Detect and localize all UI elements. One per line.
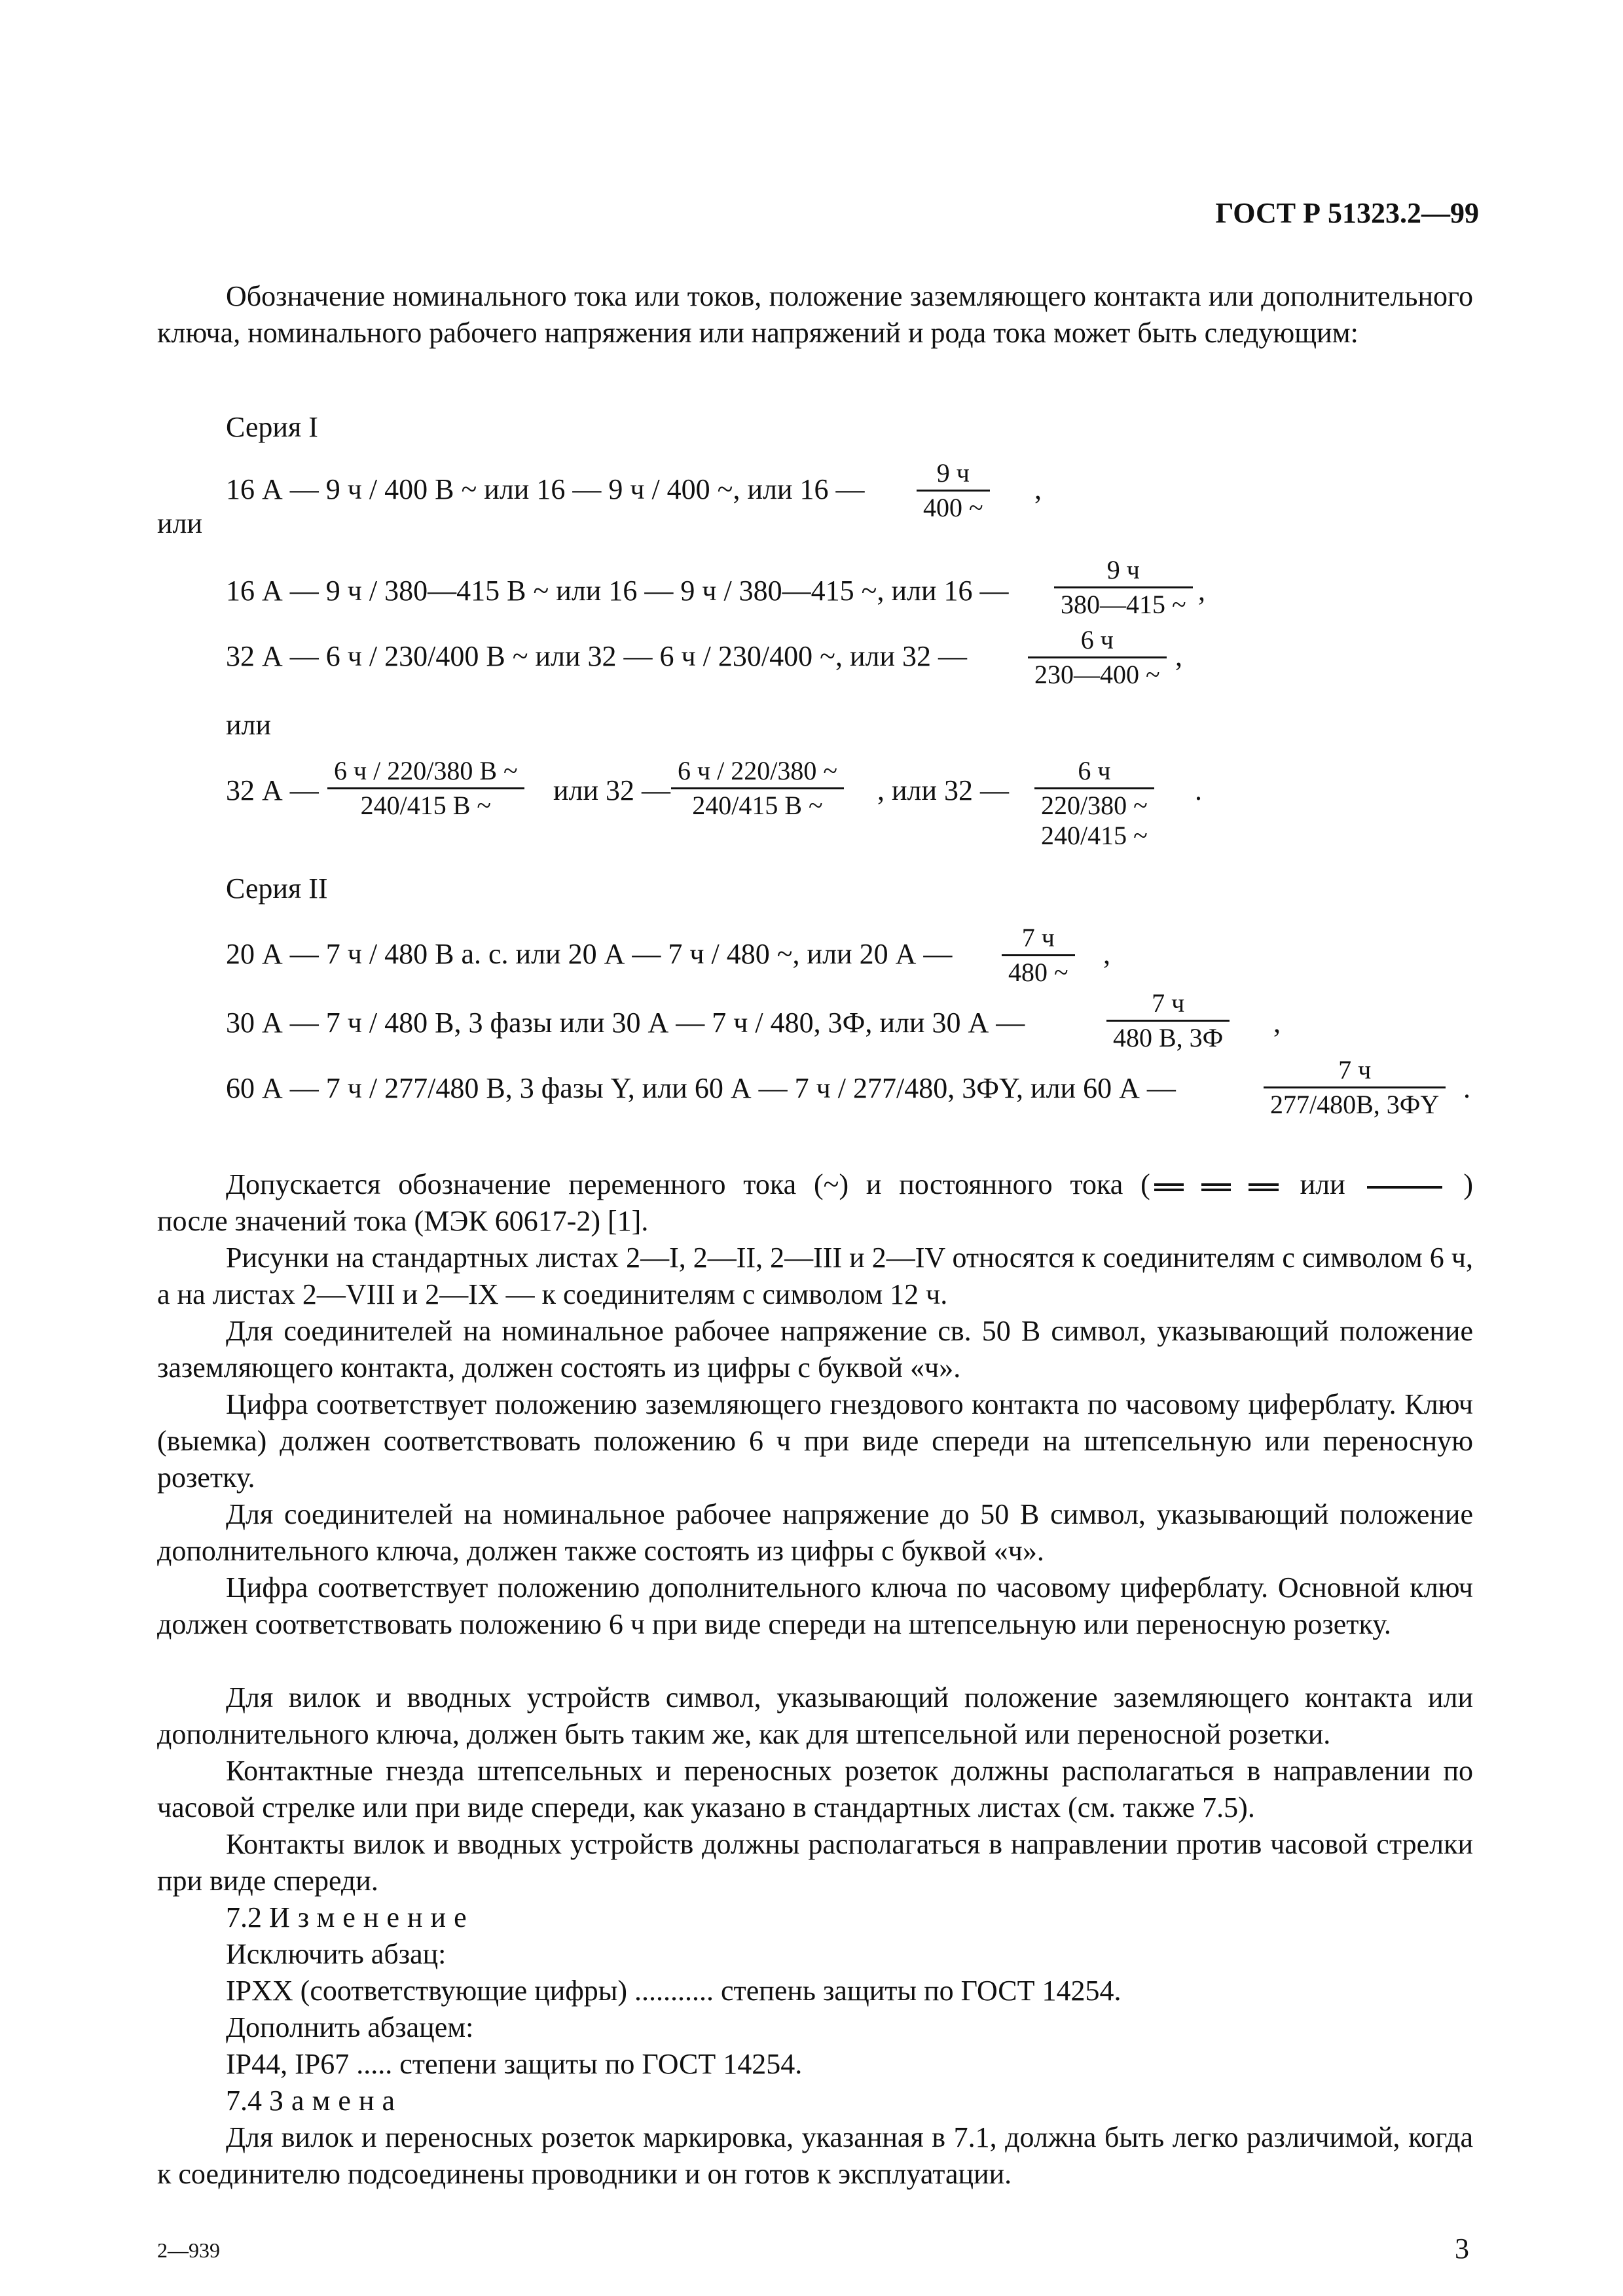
section-number: 7.4 [226, 2085, 262, 2117]
paragraph: Контактные гнезда штепсельных и переносных розеток должны располагаться в направлении по часовой стрелке или при виде спереди, как указано в стандартных листах (см. также 7.5). [157, 1755, 1473, 1823]
formula-fraction [1034, 756, 1154, 851]
formula-row [226, 471, 865, 508]
fraction-denominator: 240/415 В ~ [692, 791, 823, 820]
formula-text: 30 А — 7 ч / 480 В, 3 фазы или 30 А — 7 ч / 480, 3Ф, или 30 А — [226, 1007, 1025, 1039]
fraction-denominator: 380—415 ~ [1061, 590, 1186, 619]
formula-tail: , [1175, 640, 1182, 672]
series-1-title: Серия I [226, 411, 318, 443]
fraction-numerator: 7 ч [1002, 923, 1075, 956]
paragraph-current-types [157, 1166, 1473, 1203]
fraction-numerator: 6 ч / 220/380 В ~ [327, 756, 524, 789]
formula-row [226, 573, 1009, 609]
paragraph: Для вилок и переносных розеток маркировка, указанная в 7.1, должна быть легко различимой, когда к соединителю подсоединены проводники и он готов к эксплуатации. [157, 2121, 1473, 2190]
formula-text: 16 А — 9 ч / 400 В ~ или 16 — 9 ч / 400 ~, или 16 — [226, 473, 865, 505]
instruction-line: Исключить абзац: [226, 1938, 447, 1970]
formula-text: 32 А — 6 ч / 230/400 В ~ или 32 — 6 ч / 230/400 ~, или 32 — [226, 640, 967, 672]
fraction-denominator: 220/380 ~ [1041, 791, 1148, 820]
paragraph-text: после значений тока (МЭК 60617-2) [1]. [157, 1205, 649, 1237]
fraction-denominator: 400 ~ [923, 493, 983, 522]
fraction-numerator: 9 ч [1054, 555, 1193, 588]
formula-tail: , [1034, 473, 1042, 505]
paragraph: Для соединителей на номинальное рабочее напряжение св. 50 В символ, указывающий положение заземляющего контакта, должен состоять из цифры с буквой «ч». [157, 1315, 1473, 1384]
formula-fraction [327, 756, 524, 821]
formula-row [226, 936, 952, 973]
formula-tail: , [1103, 938, 1110, 970]
section-heading-7-4 [226, 2083, 403, 2119]
formula-fraction [1106, 988, 1230, 1053]
formula-fraction [1002, 923, 1075, 988]
intro-paragraph: Обозначение номинального тока или токов, положение заземляющего контакта или дополнительного ключа, номинального рабочего напряжения или напряжений и рода тока может быть следующим: [157, 280, 1473, 349]
paragraph-text: или [1300, 1168, 1345, 1200]
or-label: или [157, 507, 203, 539]
fraction-denominator: 480 ~ [1008, 958, 1068, 987]
formula-row [226, 1070, 1176, 1107]
fraction-numerator: 9 ч [917, 458, 990, 492]
fraction-numerator: 7 ч [1106, 988, 1230, 1022]
formula-text: 20 А — 7 ч / 480 В а. с. или 20 А — 7 ч / 480 ~, или 20 А — [226, 938, 953, 970]
page-number: 3 [1455, 2233, 1469, 2265]
or-label: или [226, 709, 272, 741]
paragraph: Цифра соответствует положению заземляющего гнездового контакта по часовому циферблату. Ключ (выемка) должен соответствовать положению 6 ч при виде спереди на штепсельную или переносную розетку. [157, 1388, 1473, 1494]
formula-row [226, 638, 967, 675]
fraction-numerator: 6 ч [1028, 625, 1167, 658]
formula-row [226, 1005, 1025, 1041]
fraction-denominator: 230—400 ~ [1034, 660, 1160, 689]
section-title: Замена [269, 2085, 403, 2117]
dc-symbol-solid-icon [1367, 1186, 1442, 1189]
section-number: 7.2 [226, 1901, 262, 1933]
fraction-denominator: 480 В, 3Ф [1113, 1023, 1224, 1052]
paragraph-text: ) [1463, 1168, 1474, 1200]
formula-fraction [917, 458, 990, 523]
fraction-denominator: 277/480В, 3ФY [1270, 1090, 1440, 1119]
formula-prefix: 32 А — [226, 774, 319, 806]
formula-fraction [1028, 625, 1167, 690]
formula-fraction [1264, 1055, 1446, 1120]
paragraph: Рисунки на стандартных листах 2—I, 2—II, 2—III и 2—IV относятся к соединителям с символом 6 ч, а на листах 2—VIII и 2—IX — к соединителям с символом 12 ч. [157, 1242, 1473, 1310]
formula-prefix: или 32 — [553, 774, 671, 806]
instruction-line: IPXX (соответствующие цифры) ........... степень защиты по ГОСТ 14254. [226, 1975, 1122, 2007]
footer-code: 2—939 [157, 2238, 220, 2262]
paragraph: Для соединителей на номинальное рабочее напряжение до 50 В символ, указывающий положение дополнительного ключа, должен также состоять из цифры с буквой «ч». [157, 1498, 1473, 1567]
series-2-title: Серия II [226, 872, 328, 905]
fraction-denominator: 240/415 В ~ [360, 791, 492, 820]
paragraph-text: Допускается обозначение переменного тока (~) и постоянного тока ( [226, 1168, 1150, 1200]
formula-prefix: , или 32 — [877, 774, 1010, 806]
formula-fraction [671, 756, 844, 821]
instruction-line: IP44, IP67 ..... степени защиты по ГОСТ 14254. [226, 2048, 803, 2080]
fraction-numerator: 6 ч [1034, 756, 1154, 789]
fraction-numerator: 6 ч / 220/380 ~ [671, 756, 844, 789]
section-title: Изменение [269, 1901, 475, 1933]
paragraph: Цифра соответствует положению дополнительного ключа по часовому циферблату. Основной ключ должен соответствовать положению 6 ч при виде спереди на штепсельную или переносную розетку. [157, 1571, 1473, 1640]
fraction-denominator-line2: 240/415 ~ [1041, 821, 1148, 850]
paragraph: Контакты вилок и вводных устройств должны располагаться в направлении против часовой стрелки при виде спереди. [157, 1828, 1473, 1897]
formula-text: 16 А — 9 ч / 380—415 В ~ или 16 — 9 ч / 380—415 ~, или 16 — [226, 575, 1009, 607]
document-code: ГОСТ Р 51323.2—99 [1215, 197, 1479, 229]
fraction-numerator: 7 ч [1264, 1055, 1446, 1088]
dc-symbol-dashed-icon [1154, 1183, 1279, 1191]
formula-tail: . [1463, 1072, 1470, 1104]
formula-text: 60 А — 7 ч / 277/480 В, 3 фазы Y, или 60 А — 7 ч / 277/480, 3ФY, или 60 А — [226, 1072, 1176, 1104]
formula-fraction [1054, 555, 1193, 620]
formula-tail: , [1273, 1007, 1281, 1039]
section-heading-7-2 [226, 1899, 475, 1936]
paragraph: Для вилок и вводных устройств символ, указывающий положение заземляющего контакта или дополнительного ключа, должен быть таким же, как для штепсельной или переносной розетки. [157, 1681, 1473, 1750]
formula-tail: . [1195, 774, 1202, 806]
formula-tail: , [1198, 575, 1205, 607]
instruction-line: Дополнить абзацем: [226, 2011, 474, 2043]
